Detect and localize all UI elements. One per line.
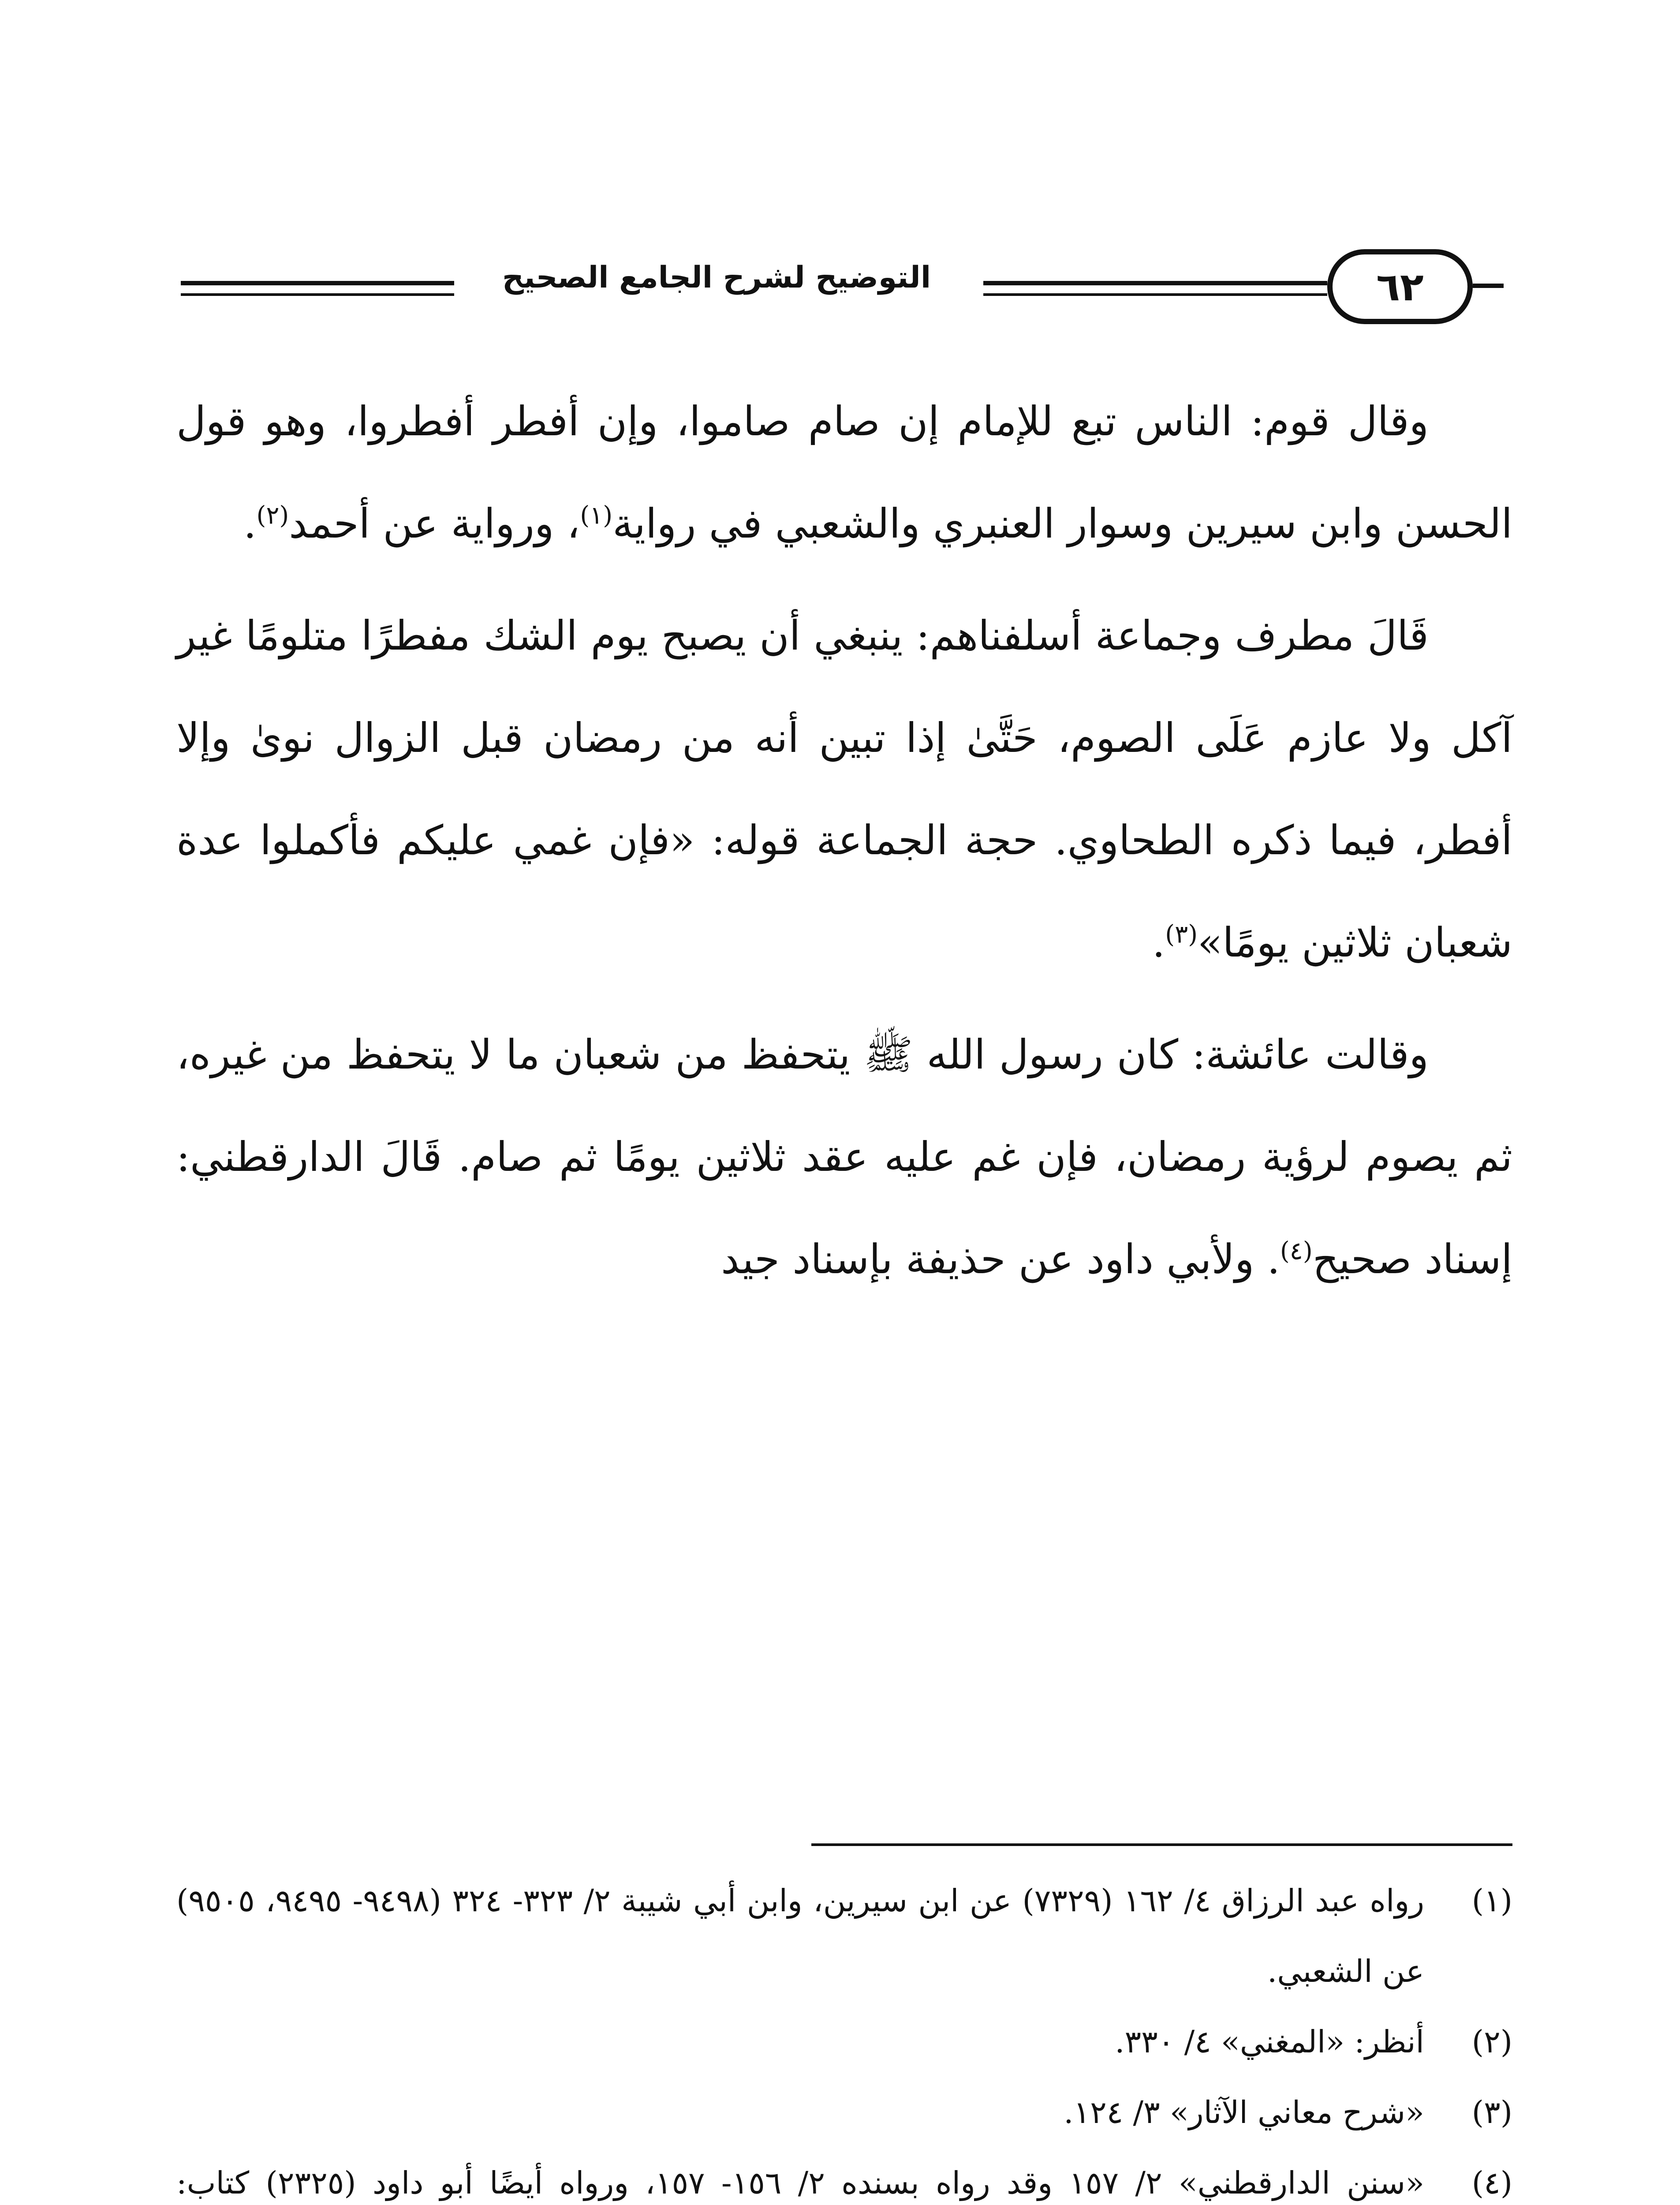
page-number-ornament bbox=[1327, 249, 1473, 324]
header-rule-left bbox=[181, 281, 454, 285]
footnote-mark: (٢) bbox=[1471, 2024, 1512, 2060]
footnote-mark: (١) bbox=[1471, 1883, 1512, 1919]
footnotes bbox=[176, 1865, 1512, 2205]
footnote-ref-2[interactable]: (٢) bbox=[256, 501, 289, 530]
header-rule-left-thin bbox=[181, 293, 454, 296]
main-text bbox=[176, 370, 1512, 1311]
header-rule-tail bbox=[1473, 284, 1504, 288]
paragraph-1: وقال قوم: الناس تبع للإمام إن صام صاموا، وإن أفطر أفطروا، وهو قول الحسن وابن سيرين وسوار العنبري والشعبي في رواية$^{(١)}$، ورواية عن أحمد$^{(٢)}$. bbox=[176, 398, 1512, 547]
footnote-separator bbox=[811, 1843, 1512, 1846]
footnote-text: «شرح معاني الآثار» ٣/ ١٢٤. bbox=[1064, 2094, 1424, 2130]
header-rule-right bbox=[983, 281, 1327, 285]
footnote-ref-3[interactable]: (٣) bbox=[1165, 920, 1198, 949]
footnote-mark: (٣) bbox=[1471, 2094, 1512, 2130]
paragraph-2: قَالَ مطرف وجماعة أسلفناهم: ينبغي أن يصبح يوم الشك مفطرًا متلومًا غير آكل ولا عازم عَلَى الصوم، حَتَّىٰ إذا تبين أنه من رمضان قبل الزوال نوىٰ وإلا أفطر، فيما ذكره الطحاوي. حجة الجماعة قوله: «فإن غمي عليكم فأكملوا عدة شعبان ثلاثين يومًا»$^{(٣)}$. bbox=[176, 612, 1512, 966]
page-number: ٦٢ bbox=[1376, 264, 1424, 310]
footnote-3 bbox=[176, 2077, 1512, 2148]
footnote-text: أنظر: «المغني» ٤/ ٣٣٠. bbox=[1115, 2024, 1424, 2060]
book-title: التوضيح لشرح الجامع الصحيح bbox=[502, 260, 931, 295]
header-rule-right-thin bbox=[983, 293, 1327, 296]
footnote-ref-4[interactable]: (٤) bbox=[1280, 1237, 1313, 1266]
footnote-text: رواه عبد الرزاق ٤/ ١٦٢ (٧٣٢٩) عن ابن سيرين، وابن أبي شيبة ٢/ ٣٢٣- ٣٢٤ (٩٤٩٨- ٩٤٩٥، ٩٥٠٥) عن الشعبي. bbox=[176, 1883, 1425, 1989]
footnote-2 bbox=[176, 2007, 1512, 2077]
footnote-1 bbox=[176, 1865, 1512, 2007]
paragraph-3: وقالت عائشة: كان رسول الله ﷺ يتحفظ من شعبان ما لا يتحفظ من غيره، ثم يصوم لرؤية رمضان، فإن غم عليه عقد ثلاثين يومًا ثم صام. قَالَ الدارقطني: إسناد صحيح$^{(٤)}$. ولأبي داود عن حذيفة بإسناد جيد bbox=[176, 1031, 1512, 1283]
running-header bbox=[181, 249, 1504, 329]
footnote-text: «سنن الدارقطني» ٢/ ١٥٧ وقد رواه بسنده ٢/ ١٥٦- ١٥٧، ورواه أيضًا أبو داود (٢٣٢٥) كتاب: bbox=[176, 2165, 1425, 2201]
footnote-ref-1[interactable]: (١) bbox=[580, 501, 613, 530]
footnote-4 bbox=[176, 2148, 1512, 2205]
footnote-mark: (٤) bbox=[1471, 2165, 1512, 2201]
